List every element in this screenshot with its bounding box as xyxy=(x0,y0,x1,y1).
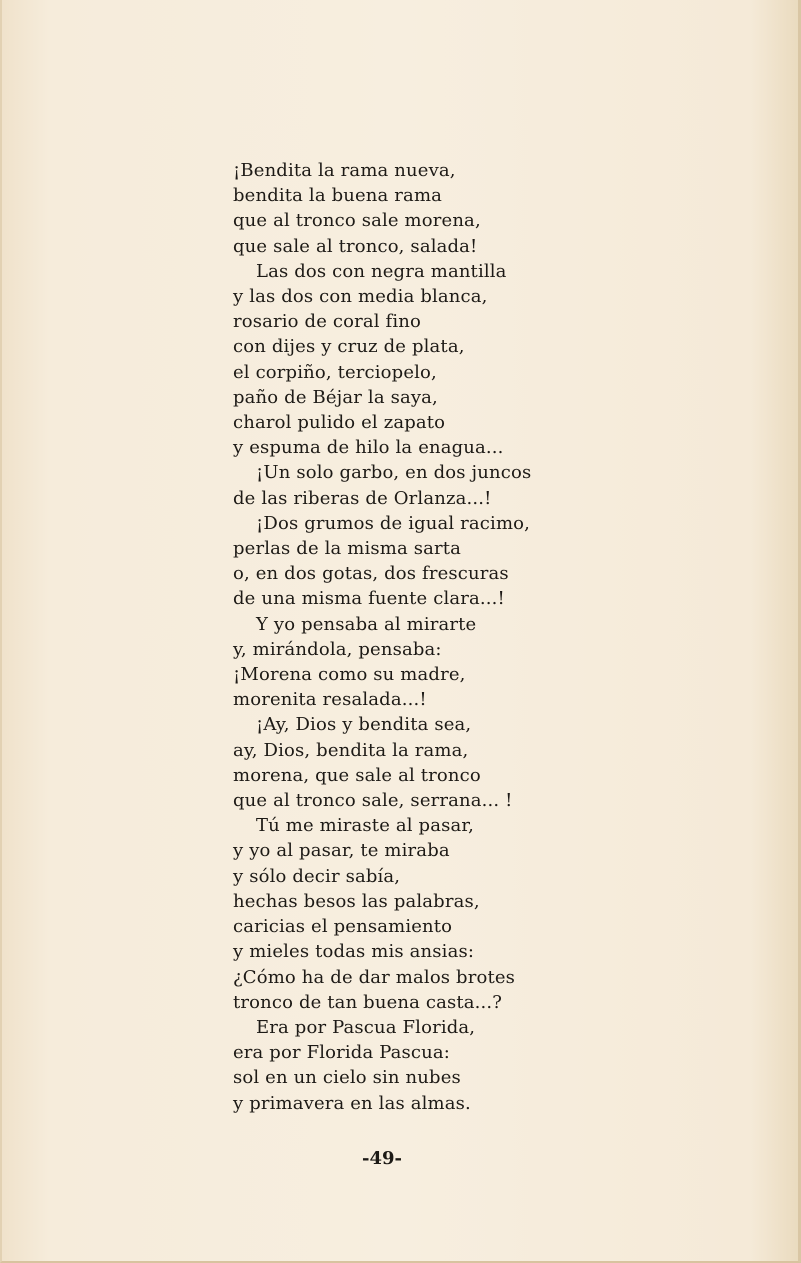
poem-line: que sale al tronco, salada! xyxy=(233,235,478,257)
poem-line: Era por Pascua Florida, xyxy=(256,1016,476,1038)
poem-line: el corpiño, terciopelo, xyxy=(233,361,437,383)
poem-line: paño de Béjar la saya, xyxy=(233,386,438,408)
poem-line: y mieles todas mis ansias: xyxy=(233,941,475,963)
poem-line: o, en dos gotas, dos frescuras xyxy=(233,563,509,585)
poem-line: Las dos con negra mantilla xyxy=(256,260,507,282)
poem-line: ¡Ay, Dios y bendita sea, xyxy=(256,714,472,736)
poem-line: y, mirándola, pensaba: xyxy=(233,638,442,660)
poem-line: era por Florida Pascua: xyxy=(233,1042,451,1064)
poem-line: rosario de coral fino xyxy=(233,311,421,333)
poem-line: y primavera en las almas. xyxy=(233,1092,471,1114)
poem-line: morena, que sale al tronco xyxy=(233,764,481,786)
poem-line: con dijes y cruz de plata, xyxy=(233,336,465,358)
poem-line: caricias el pensamiento xyxy=(233,916,453,938)
poem-line: que al tronco sale, serrana... ! xyxy=(233,790,513,812)
poem-line: de las riberas de Orlanza...! xyxy=(233,487,492,509)
poem-line: Y yo pensaba al mirarte xyxy=(256,613,477,635)
poem-line: y yo al pasar, te miraba xyxy=(233,840,450,862)
poem-text xyxy=(233,158,553,1116)
poem-line: y sólo decir sabía, xyxy=(233,865,401,887)
poem-line: que al tronco sale morena, xyxy=(233,210,481,232)
poem-line: hechas besos las palabras, xyxy=(233,890,480,912)
poem-line: bendita la buena rama xyxy=(233,185,443,207)
poem-line: y espuma de hilo la enagua... xyxy=(233,437,504,459)
poem-line: ¡Bendita la rama nueva, xyxy=(233,160,456,181)
poem-line: y las dos con media blanca, xyxy=(233,286,488,308)
page-number: -49- xyxy=(362,1148,402,1169)
poem-line: ¡Dos grumos de igual racimo, xyxy=(256,512,531,534)
poem-line: sol en un cielo sin nubes xyxy=(233,1067,461,1089)
poem-line: tronco de tan buena casta...? xyxy=(233,991,503,1013)
poem-line: ¡Un solo garbo, en dos juncos xyxy=(256,462,532,484)
poem-line: ¡Morena como su madre, xyxy=(233,664,466,686)
poem-line: ¿Cómo ha de dar malos brotes xyxy=(233,966,516,988)
poem-line: charol pulido el zapato xyxy=(233,412,446,434)
poem-line: morenita resalada...! xyxy=(233,689,427,711)
poem-line: ay, Dios, bendita la rama, xyxy=(233,739,469,761)
poem-line: de una misma fuente clara...! xyxy=(233,588,505,610)
poem-line: perlas de la misma sarta xyxy=(233,538,462,560)
poem-line: Tú me miraste al pasar, xyxy=(256,815,474,837)
